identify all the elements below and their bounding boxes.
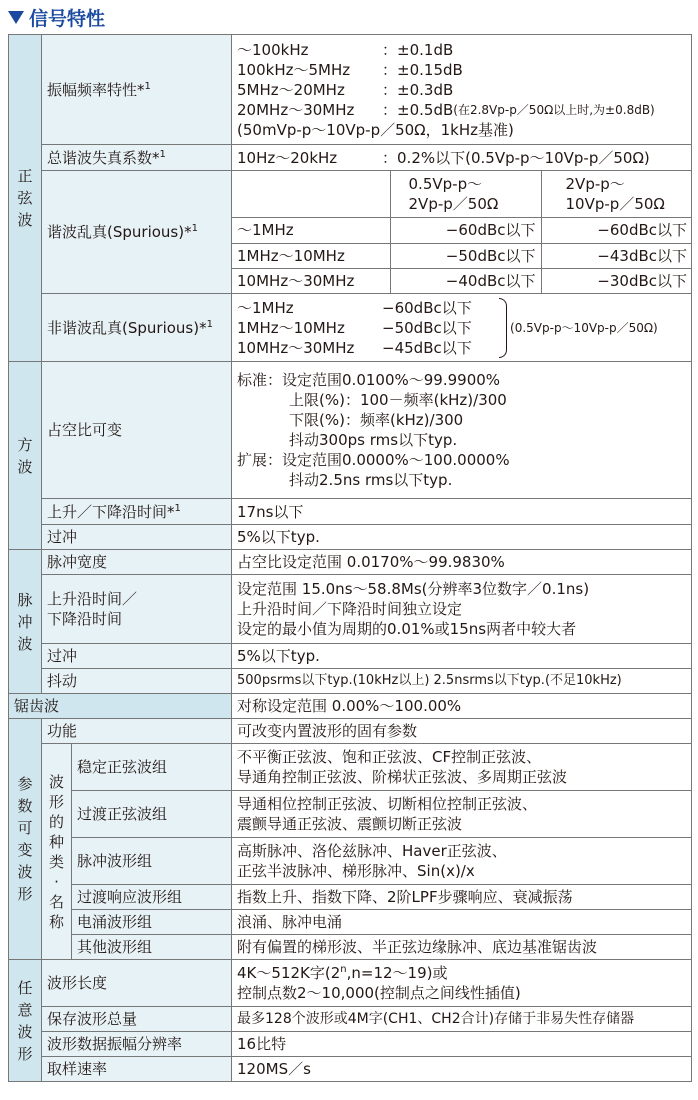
harmonic-spurious-label: 谐波乱真(Spurious)*$^1$ bbox=[42, 171, 232, 294]
pulse-width-label: 脉冲宽度 bbox=[42, 550, 232, 575]
arb-length-value: 4K～512K字$(2^n,n=12\sim 19)$或 控制点数2～10,000(控制点之间线性插值) bbox=[232, 960, 692, 1007]
triangle-down-icon bbox=[8, 11, 24, 24]
harmonic-spurious-grid: 0.5Vp-p～ 2Vp-p／50Ω 2Vp-p～ 10Vp-p／50Ω ～1MHz −60dBc以下 −60dBc以下 1MHz～10MHz −50dBc以下 −43dBc以下 10MHz～30MHz −40dBc以下 −30dBc以下 bbox=[232, 171, 692, 294]
pulse-jitter-label: 抖动 bbox=[42, 669, 232, 694]
pulse-edge-label: 上升沿时间／ 下降沿时间 bbox=[42, 575, 232, 644]
amp-freq-value: ～100kHz ：±0.1dB 100kHz～5MHz ：±0.15dB 5MHz～20MHz ：±0.3dB 20MHz～30MHz ：±0.5dB (在2.8Vp-p／50Ω以上时,为±0.8dB) (50mVp-p～10Vp-p／50Ω，1kHz基准) bbox=[232, 35, 692, 145]
arb-storage-label: 保存波形总量 bbox=[42, 1007, 232, 1032]
pulse-edge-value: 设定范围 15.0ns～58.8Ms(分辨率3位数字／0.1ns) 上升沿时间／下降沿时间独立设定 设定的最小值为周期的0.01%或15ns两者中较大者 bbox=[232, 575, 692, 644]
param-function-label: 功能 bbox=[42, 719, 232, 744]
category-ramp: 锯齿波 bbox=[9, 694, 232, 719]
section-title bbox=[8, 4, 105, 30]
square-overshoot-label: 过冲 bbox=[42, 525, 232, 550]
category-param: 参数可变波形 bbox=[9, 719, 42, 960]
arb-rate-label: 取样速率 bbox=[42, 1057, 232, 1082]
duty-value: 标准：设定范围0.0100%～99.9900% 上限(%)：100－频率(kHz)/300 下限(%)：频率(kHz)/300 抖动300ps rms以下typ. 扩展：设定范围0.0000%～100.0000% 抖动2.5ns rms以下typ. bbox=[232, 362, 692, 499]
category-pulse: 脉冲波 bbox=[9, 550, 42, 694]
square-overshoot-value: 5%以下typ. bbox=[232, 525, 692, 550]
rise-fall-value: 17ns以下 bbox=[232, 499, 692, 525]
category-sine: 正弦波 bbox=[9, 35, 42, 362]
pulse-width-value: 占空比设定范围 0.0170%～99.9830% bbox=[232, 550, 692, 575]
param-function-value: 可改变内置波形的固有参数 bbox=[232, 719, 692, 744]
param-type-label: 电涌波形组 bbox=[72, 910, 232, 935]
arb-storage-value: 最多128个波形或4M字(CH1、CH2合计)存储于非易失性存储器 bbox=[232, 1007, 692, 1032]
thd-value: 10Hz～20kHz ：0.2%以下(0.5Vp-p～10Vp-p／50Ω) bbox=[232, 145, 692, 171]
param-type-label: 稳定正弦波组 bbox=[72, 744, 232, 791]
pulse-overshoot-label: 过冲 bbox=[42, 644, 232, 669]
param-types-label: 波形的种类·名称 bbox=[42, 744, 72, 960]
category-square: 方波 bbox=[9, 362, 42, 550]
param-type-value: 浪涌、脉冲电涌 bbox=[232, 910, 692, 935]
section-title-text: 信号特性 bbox=[29, 7, 106, 30]
rise-fall-label: 上升／下降沿时间*$^1$ bbox=[42, 499, 232, 525]
non-harmonic-spurious-label: 非谐波乱真(Spurious)*$^1$ bbox=[42, 294, 232, 362]
param-type-label: 过渡正弦波组 bbox=[72, 791, 232, 838]
param-type-value: 指数上升、指数下降、2阶LPF步骤响应、衰减振荡 bbox=[232, 885, 692, 910]
category-arb: 任意波形 bbox=[9, 960, 42, 1082]
right-brace-icon bbox=[499, 298, 507, 358]
param-type-value: 导通相位控制正弦波、切断相位控制正弦波、 震颤导通正弦波、震颤切断正弦波 bbox=[232, 791, 692, 838]
thd-label: 总谐波失真系数*$^1$ bbox=[42, 145, 232, 171]
pulse-overshoot-value: 5%以下typ. bbox=[232, 644, 692, 669]
arb-resolution-label: 波形数据振幅分辨率 bbox=[42, 1032, 232, 1057]
param-type-label: 过渡响应波形组 bbox=[72, 885, 232, 910]
arb-length-label: 波形长度 bbox=[42, 960, 232, 1007]
non-harmonic-spurious-value: ～1MHz −60dBc以下 1MHz～10MHz −50dBc以下 10MHz～30MHz −45dBc以下 (0.5Vp-p～10Vp-p／50Ω) bbox=[232, 294, 692, 362]
param-type-value: 不平衡正弦波、饱和正弦波、CF控制正弦波、 导通角控制正弦波、阶梯状正弦波、多周期正弦波 bbox=[232, 744, 692, 791]
arb-rate-value: 120MS／s bbox=[232, 1057, 692, 1082]
param-type-value: 附有偏置的梯形波、半正弦边缘脉冲、底边基准锯齿波 bbox=[232, 935, 692, 960]
amp-freq-label: 振幅频率特性*$^1$ bbox=[42, 35, 232, 145]
param-type-label: 脉冲波形组 bbox=[72, 838, 232, 885]
ramp-value: 对称设定范围 0.00%～100.00% bbox=[232, 694, 692, 719]
pulse-jitter-value: 500psrms以下typ.(10kHz以上) 2.5nsrms以下typ.(不足10kHz) bbox=[232, 669, 692, 694]
signal-spec-table bbox=[8, 34, 692, 1082]
param-type-label: 其他波形组 bbox=[72, 935, 232, 960]
duty-label: 占空比可变 bbox=[42, 362, 232, 499]
param-type-value: 高斯脉冲、洛伦兹脉冲、Haver正弦波、 正弦半波脉冲、梯形脉冲、Sin(x)/x bbox=[232, 838, 692, 885]
arb-resolution-value: 16比特 bbox=[232, 1032, 692, 1057]
